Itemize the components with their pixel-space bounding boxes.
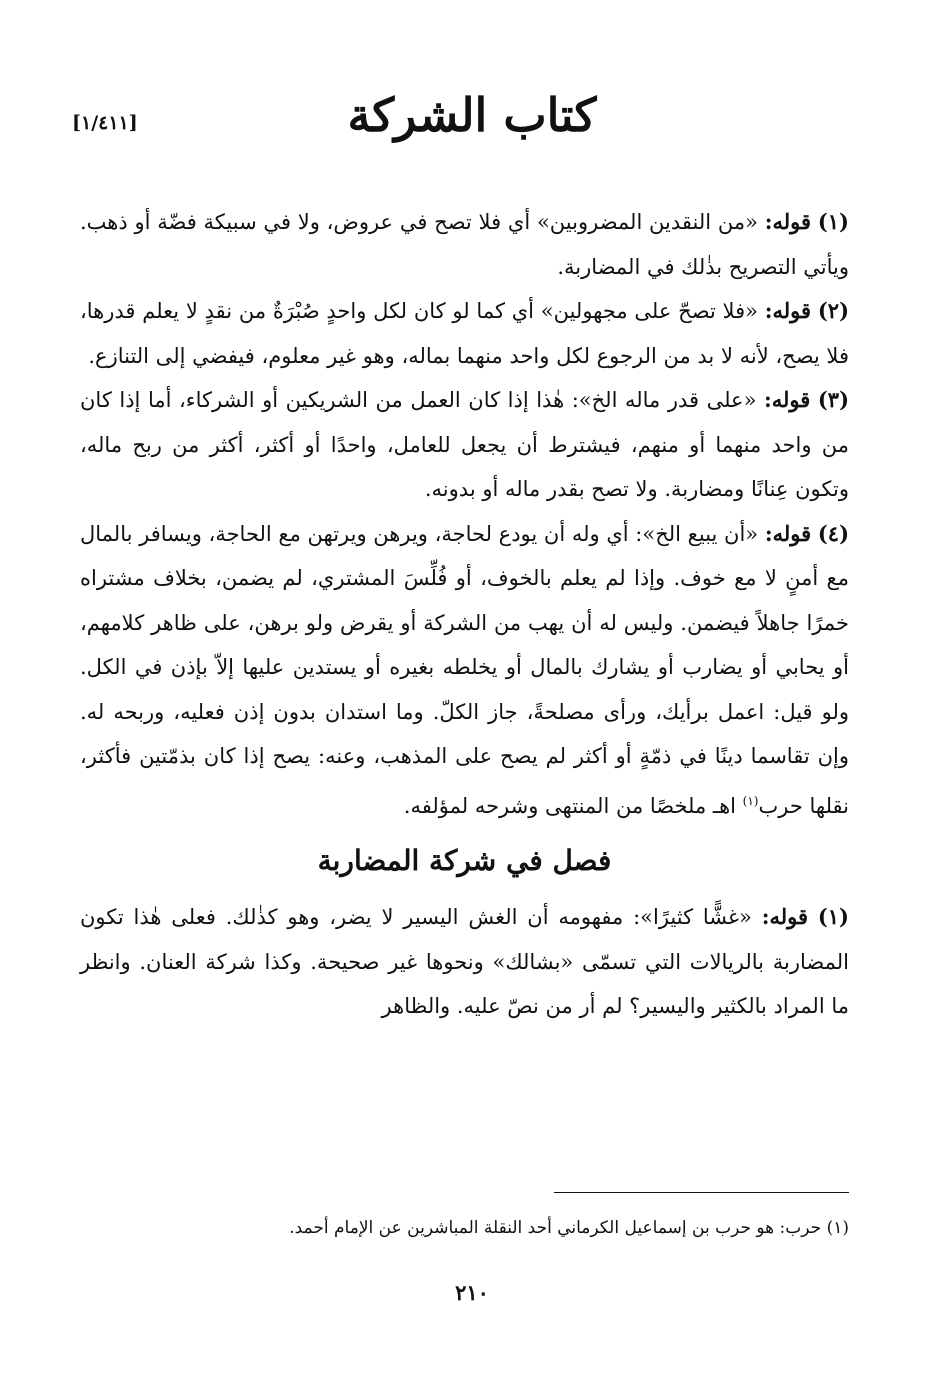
paragraph-text: «من النقدين المضروبين» أي فلا تصح في عروض، ولا في سبيكة فضّة أو ذهب. ويأتي التصريح بذٰلك في المضاربة. <box>80 210 849 279</box>
paragraph-number: (٢) <box>817 298 849 323</box>
section-heading: فصل في شركة المضاربة <box>317 844 612 877</box>
commentary-paragraph <box>80 512 849 829</box>
page-number: ٢١٠ <box>455 1280 489 1305</box>
footnote <box>80 1218 849 1238</box>
commentary-paragraph <box>80 378 849 512</box>
paragraph-label: قوله: <box>764 520 812 546</box>
paragraph-text: «فلا تصحّ على مجهولين» أي كما لو كان لكل واحدٍ صُبْرَةٌ من نقدٍ لا يعلم قدرها، فلا يصح، لأنه لا بد من الرجوع لكل واحد منهما بماله، وهو غير معلوم، فيفضي إلى التنازع. <box>80 299 849 368</box>
paragraph-text: «على قدر ماله الخ»: هٰذا إذا كان العمل من الشريكين أو الشركاء، أما إذا كان من واحد منهما أو منهم، فيشترط أن يجعل للعامل، واحدًا أو أكثر، أكثر من ربح ماله، وتكون عِنانًا ومضاربة. ولا تصح بقدر ماله أو بدونه. <box>80 388 849 501</box>
main-text <box>80 200 849 1029</box>
footnote-marker: (١) <box>742 793 759 808</box>
paragraph-number: (٣) <box>817 387 849 412</box>
paragraph-text: «غشًّا كثيرًا»: مفهومه أن الغش اليسير لا يضر، وهو كذٰلك. فعلى هٰذا تكون المضاربة بالريالات التي تسمّى «بشالك» ونحوها غير صحيحة. وكذا شركة العنان. وانظر ما المراد بالكثير واليسير؟ لم أر من نصّ عليه. والظاهر <box>80 905 849 1018</box>
paragraph-text: «أن يبيع الخ»: أي وله أن يودع لحاجة، ويرهن ويرتهن مع الحاجة، ويسافر بالمال مع أمنٍ لا مع خوف. وإذا لم يعلم بالخوف، أو فُلِّسَ المشتري، لم يضمن، بخلاف مشتراه خمرًا جاهلاً فيضمن. وليس له أن يهب من الشركة أو يقرض ولو برهن، على ظاهر كلامهم، أو يحابي أو يضارب أو يشارك بالمال أو يخلطه بغيره أو يستدين عليها إلاّ بإذن في الكل. ولو قيل: اعمل برأيك، ورأى مصلحةً، جاز الكلّ. وما استدان بدون إذن فعليه، وربحه له. وإن تقاسما دينًا في ذمّةٍ أو أكثر لم يصح على المذهب، وعنه: يصح إذا كان بذمّتين فأكثر، نقلها حرب <box>80 521 849 818</box>
paragraph-label: قوله: <box>761 904 808 929</box>
page-title: كتاب الشركة <box>347 88 597 142</box>
volume-page-reference: [١/٤١١] <box>72 112 138 134</box>
paragraph-label: قوله: <box>764 298 812 323</box>
commentary-paragraph <box>80 895 849 1029</box>
commentary-paragraph <box>80 289 849 378</box>
paragraph-number: (١) <box>817 209 849 234</box>
footnote-text: حرب: هو حرب بن إسماعيل الكرماني أحد النقلة المباشرين عن الإمام أحمد. <box>289 1218 822 1238</box>
paragraph-label: قوله: <box>763 387 811 412</box>
paragraph-label: قوله: <box>764 209 812 234</box>
paragraph-number: (١) <box>817 904 849 929</box>
footnote-number: (١) <box>826 1218 849 1238</box>
paragraph-tail: اهـ ملخصًا من المنتهى وشرحه لمؤلفه. <box>403 793 743 818</box>
paragraph-number: (٤) <box>817 520 849 546</box>
footnote-divider <box>554 1192 849 1193</box>
commentary-paragraph <box>80 200 849 289</box>
